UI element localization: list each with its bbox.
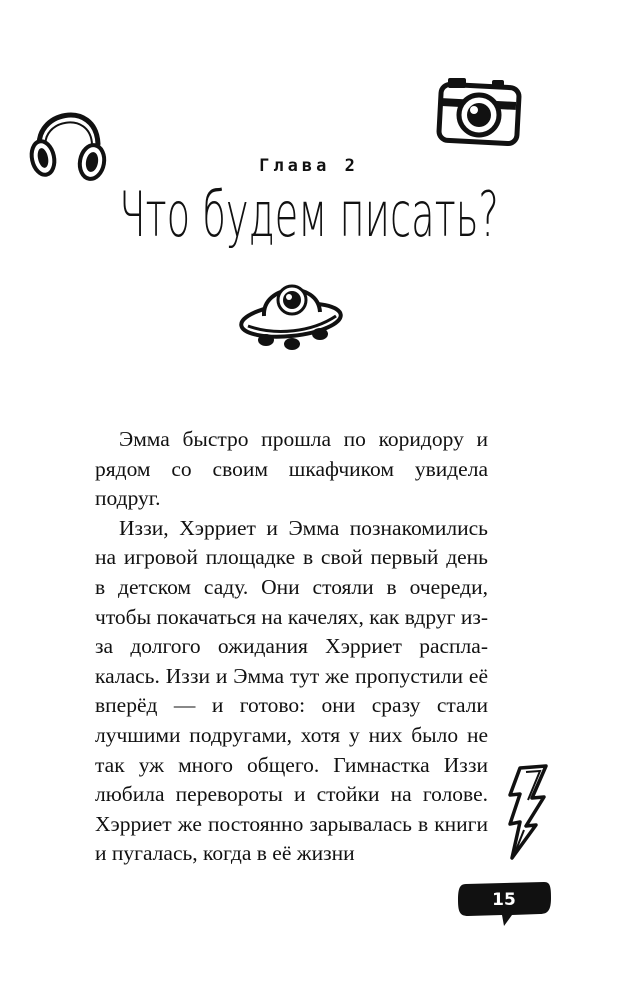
paragraph-1: Эмма быстро прошла по коридору и рядом со своим шкафчиком увидела подруг. <box>95 427 488 511</box>
ufo-icon <box>236 270 346 356</box>
chapter-title: Что будем писать? <box>119 178 499 251</box>
chapter-body <box>95 425 488 869</box>
camera-icon <box>434 72 524 148</box>
paragraph-2: Иззи, Хэрриет и Эмма познакомились на игровой площадке в свой первый день в детском саду. Они стояли в очереди, чтобы покачаться на качелях, как вдруг из-за долгого ожидания Хэрриет расплакалась. Иззи и Эмма тут же пропустили её вперёд — и готово: они сразу стали лучшими подругами, хотя у них было не так уж много общего. Гимнастка Иззи любила перевороты и стойки на голове. Хэрриет же постоянно зарывалась в книги и пугалась, когда в её жизни <box>95 515 488 866</box>
page-number: 15 <box>492 890 516 910</box>
chapter-label: Глава 2 <box>259 156 359 176</box>
lightning-icon <box>506 764 552 860</box>
